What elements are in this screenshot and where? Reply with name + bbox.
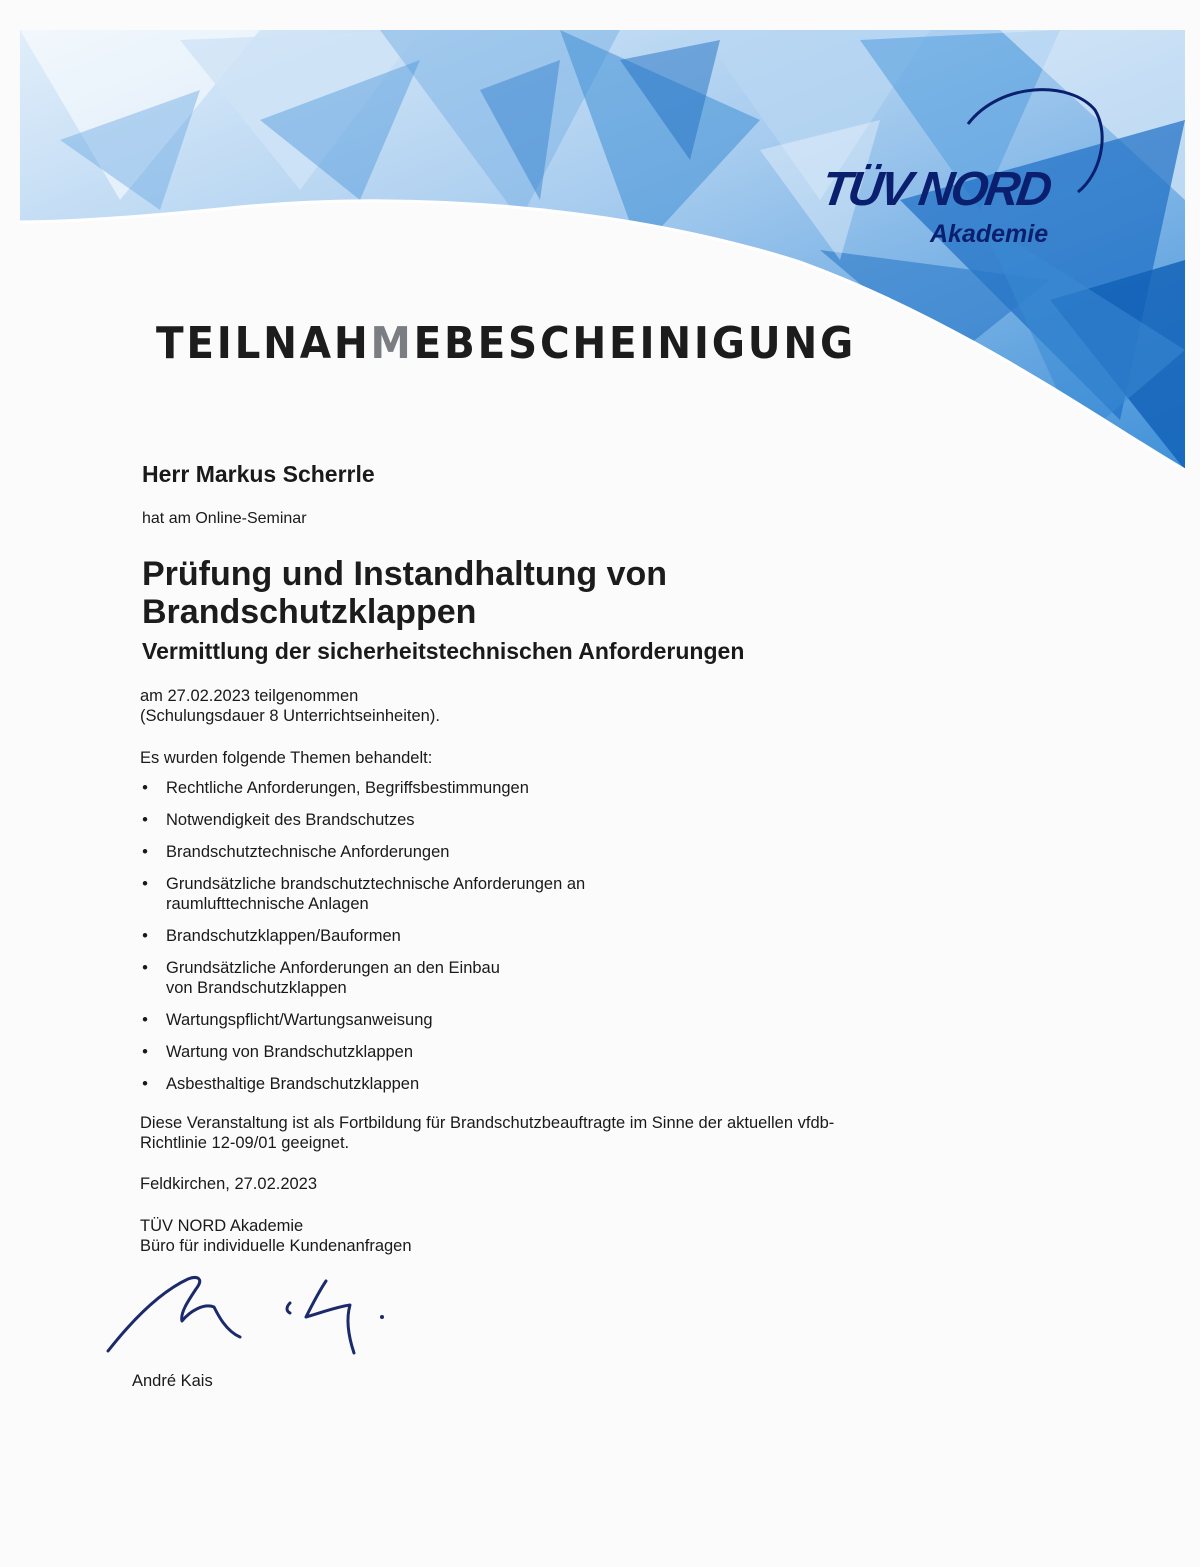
topic-line-1: Grundsätzliche Anforderungen an den Einbau xyxy=(166,959,500,977)
topic-item xyxy=(138,842,898,862)
note-line-2: Richtlinie 12-09/01 geeignet. xyxy=(140,1134,350,1152)
bullet-icon: • xyxy=(142,1043,148,1061)
bullet-icon: • xyxy=(142,959,148,977)
org-line-2: Büro für individuelle Kundenanfragen xyxy=(140,1237,412,1255)
bullet-icon: • xyxy=(142,1075,148,1093)
signature-image xyxy=(100,1265,400,1375)
logo-brand-text: TÜV NORD xyxy=(818,163,1053,216)
logo-subtitle: Akademie xyxy=(930,220,1049,248)
topic-line-1: Wartung von Brandschutzklappen xyxy=(166,1043,414,1061)
bullet-icon: • xyxy=(142,875,148,893)
topic-line-1: Rechtliche Anforderungen, Begriffsbestimmungen xyxy=(166,779,529,797)
tuv-nord-logo xyxy=(810,80,1130,260)
topic-line-1: Wartungspflicht/Wartungsanweisung xyxy=(166,1011,433,1029)
org-line-1: TÜV NORD Akademie xyxy=(140,1217,304,1235)
issuing-organization xyxy=(140,1216,412,1256)
topics-list xyxy=(138,778,898,1106)
intro-text: hat am Online-Seminar xyxy=(142,510,307,527)
course-title-line-2: Brandschutzklappen xyxy=(142,593,477,631)
title-accent-letter: M xyxy=(370,318,414,369)
topic-line-2: raumlufttechnische Anlagen xyxy=(166,895,369,913)
note-line-1: Diese Veranstaltung ist als Fortbildung für Brandschutzbeauftragte im Sinne der aktuellen vfdb- xyxy=(140,1114,835,1132)
bullet-icon: • xyxy=(142,843,148,861)
topic-item xyxy=(138,1074,898,1094)
date-line-2: (Schulungsdauer 8 Unterrichtseinheiten). xyxy=(140,707,440,725)
signer-name: André Kais xyxy=(132,1372,213,1390)
training-note xyxy=(140,1113,980,1153)
date-line-1: am 27.02.2023 teilgenommen xyxy=(140,687,359,705)
topic-item xyxy=(138,874,898,914)
title-part-1: TEILNAH xyxy=(156,318,371,369)
page-title xyxy=(156,318,856,369)
topic-item xyxy=(138,958,898,998)
topic-line-2: von Brandschutzklappen xyxy=(166,979,347,997)
topics-intro: Es wurden folgende Themen behandelt: xyxy=(140,749,433,767)
bullet-icon: • xyxy=(142,779,148,797)
topic-item xyxy=(138,778,898,798)
title-part-2: EBESCHEINIGUNG xyxy=(413,318,856,369)
topic-item xyxy=(138,1010,898,1030)
topic-line-1: Grundsätzliche brandschutztechnische Anforderungen an xyxy=(166,875,586,893)
topic-line-1: Brandschutztechnische Anforderungen xyxy=(166,843,450,861)
bullet-icon: • xyxy=(142,811,148,829)
topic-item xyxy=(138,926,898,946)
bullet-icon: • xyxy=(142,1011,148,1029)
topic-line-1: Brandschutzklappen/Bauformen xyxy=(166,927,401,945)
participation-date xyxy=(140,686,440,726)
course-title xyxy=(142,555,667,631)
topic-item xyxy=(138,1042,898,1062)
course-subtitle: Vermittlung der sicherheitstechnischen Anforderungen xyxy=(142,638,745,664)
topic-line-1: Notwendigkeit des Brandschutzes xyxy=(166,811,415,829)
recipient-name: Herr Markus Scherrle xyxy=(142,461,375,487)
topic-item xyxy=(138,810,898,830)
topic-line-1: Asbesthaltige Brandschutzklappen xyxy=(166,1075,420,1093)
bullet-icon: • xyxy=(142,927,148,945)
place-date: Feldkirchen, 27.02.2023 xyxy=(140,1175,318,1193)
course-title-line-1: Prüfung und Instandhaltung von xyxy=(142,555,668,593)
